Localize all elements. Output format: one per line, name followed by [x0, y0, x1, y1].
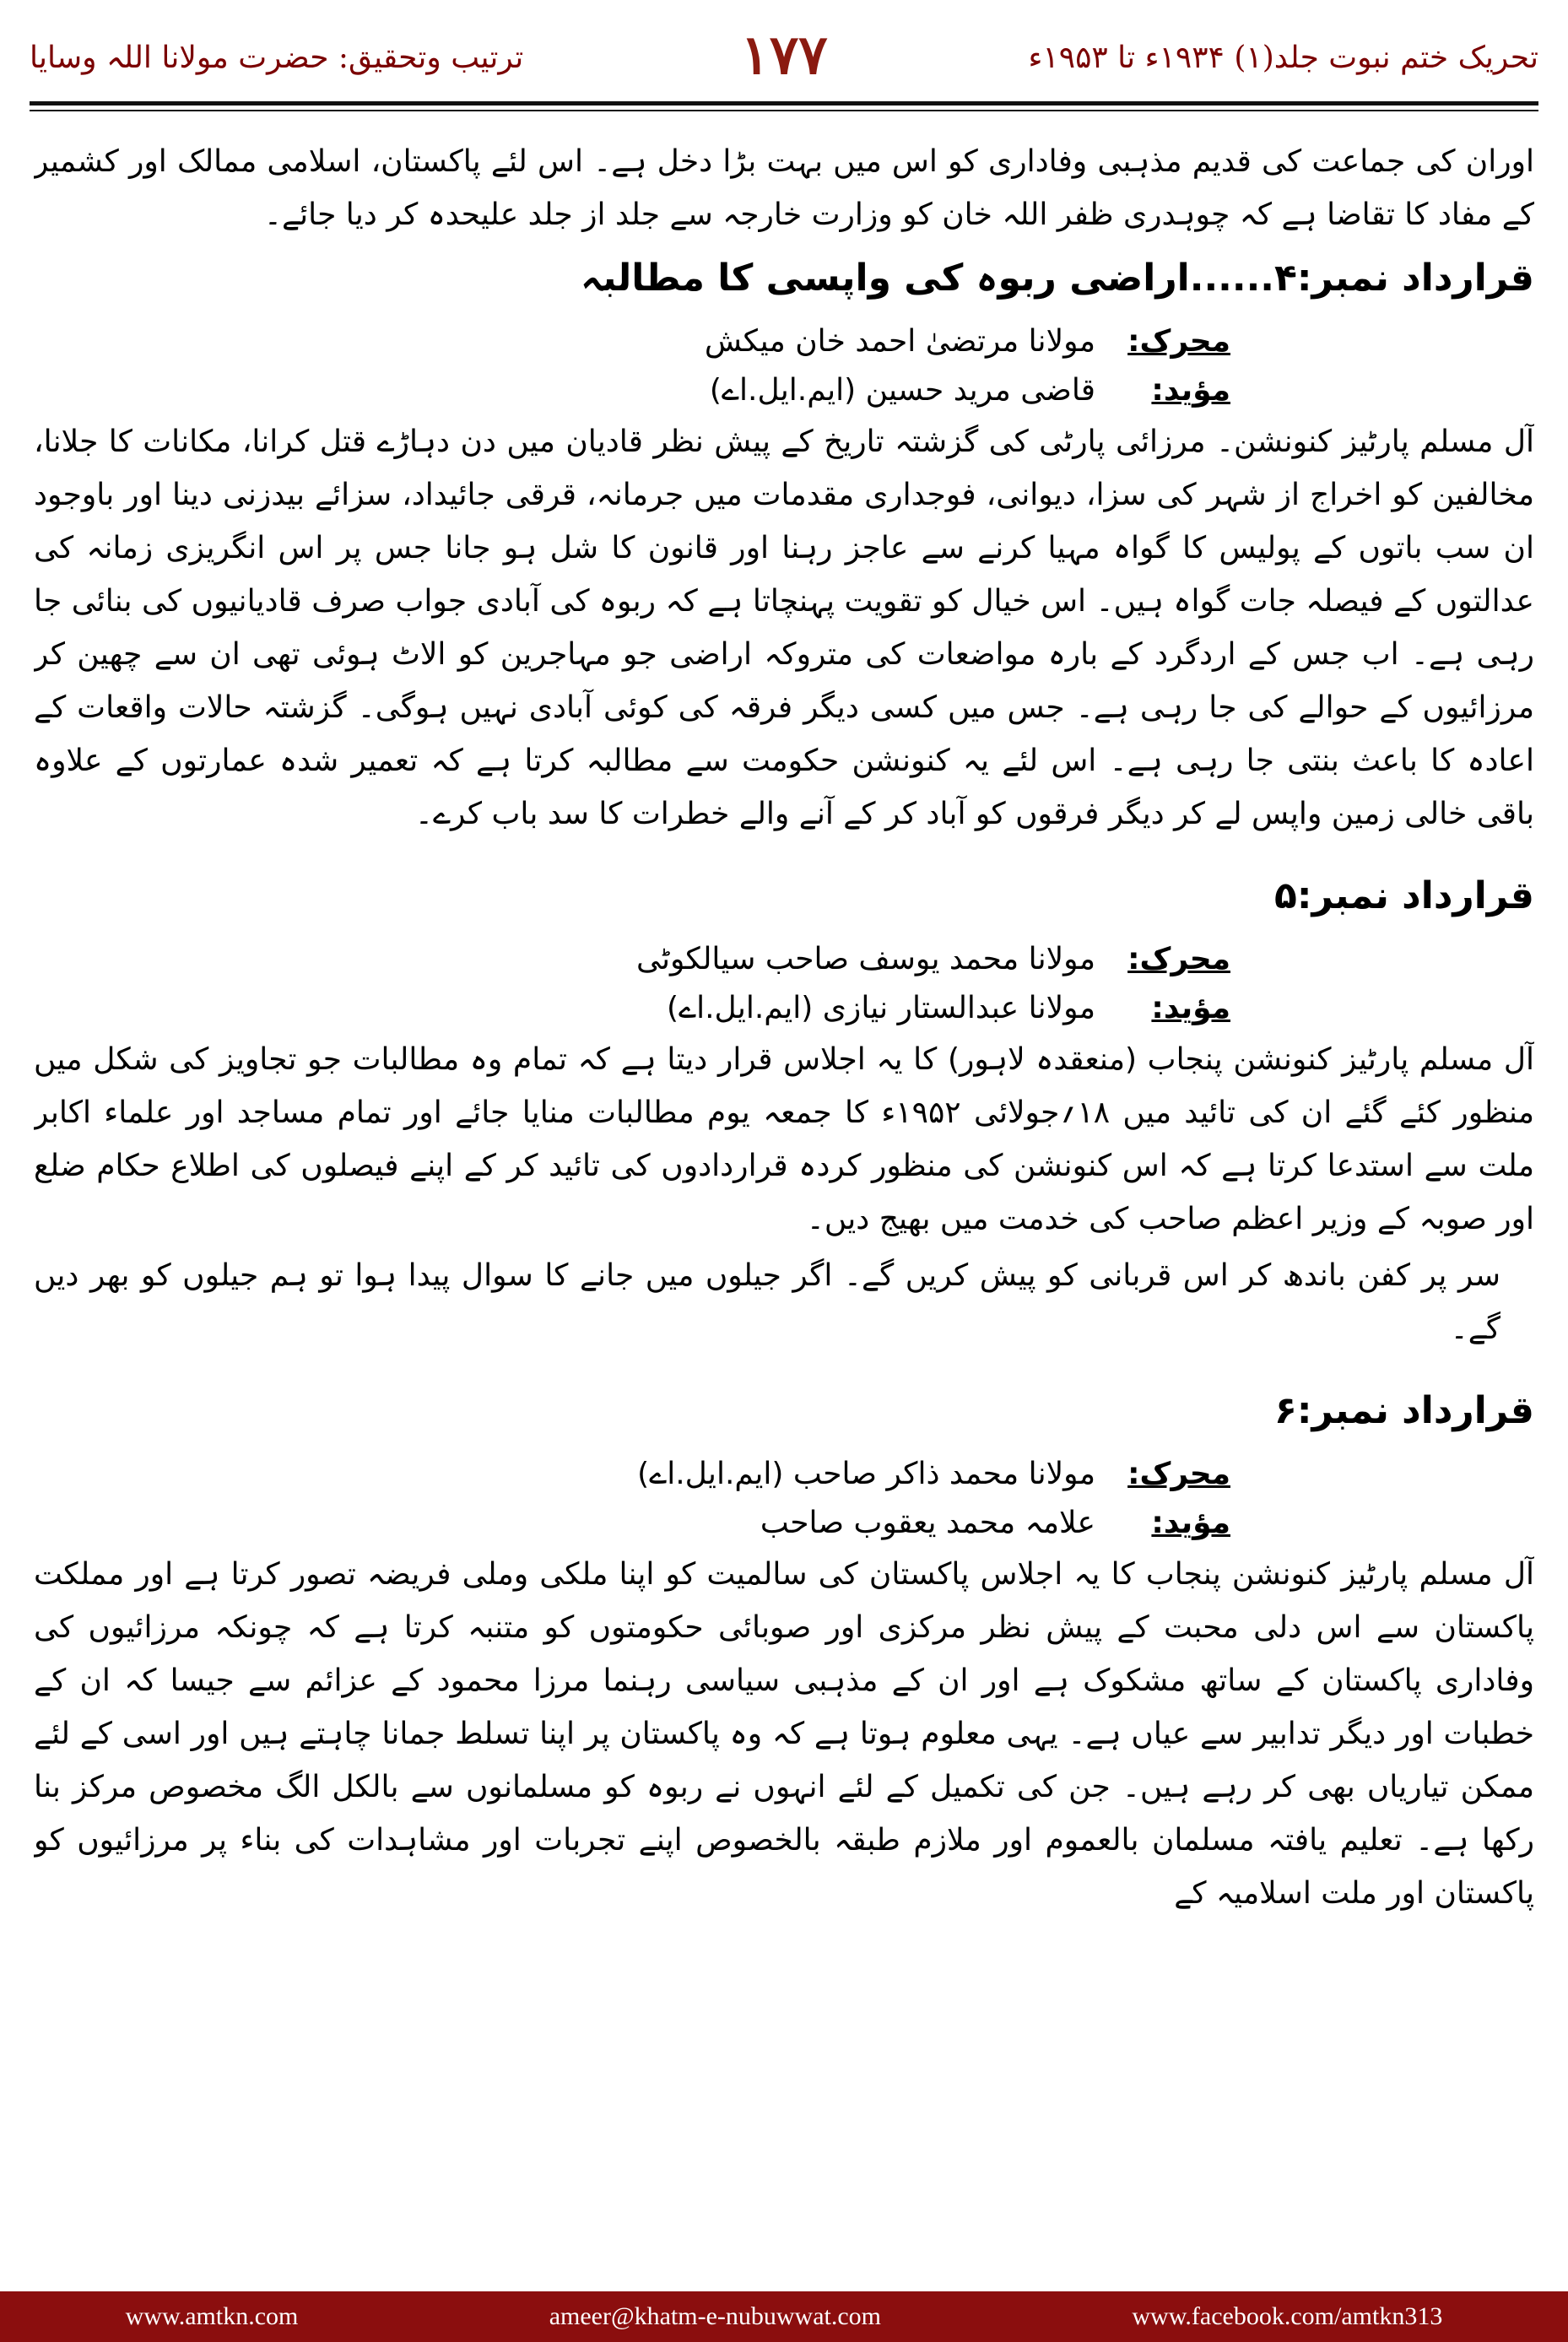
resolution-4-mover — [34, 317, 1534, 366]
resolution-5-seconder — [34, 984, 1534, 1033]
page-number: ۱۷۷ — [740, 24, 828, 87]
resolution-4-heading: قرارداد نمبر:۴......اراضی ربوہ کی واپسی کا مطالبہ — [581, 257, 1534, 300]
resolution-6-heading: قرارداد نمبر:۶ — [1274, 1389, 1534, 1432]
mover-label: محرک: — [1127, 942, 1230, 976]
header-compiler: ترتیب وتحقیق: حضرت مولانا اللہ وسایا — [30, 41, 524, 75]
seconder-label: مؤید: — [1151, 991, 1230, 1025]
mover-name: مولانا مرتضیٰ احمد خان میکش — [704, 324, 1095, 359]
page-header — [30, 19, 1538, 103]
page-footer — [0, 2291, 1568, 2342]
footer-facebook-link[interactable]: www.facebook.com/amtkn313 — [1132, 2302, 1443, 2330]
resolution-5-text-2: سر پر کفن باندھ کر اس قربانی کو پیش کریں گے۔ اگر جیلوں میں جانے کا سوال پیدا ہوا تو ہم جیلوں کو بھر دیں گے۔ — [34, 1258, 1500, 1346]
resolution-4-text: آل مسلم پارٹیز کنونشن۔ مرزائی پارٹی کی گزشتہ تاریخ کے پیش نظر قادیان میں دن دہاڑے قتل کرانا، مکانات کا جلانا، مخالفین کو اخراج از شہر کی سزا، دیوانی، فوجداری مقدمات میں جرمانہ، قرقی جائیداد، سزائے بیدزنی دینا اور باوجود ان سب باتوں کے پولیس کا گواہ مہیا کرنے سے عاجز رہنا اور قانون کا شل ہو جانا جس پر اس انگریزی زمانہ کی عدالتوں کے فیصلہ جات گواہ ہیں۔ اس خیال کو تقویت پہنچاتا ہے کہ ربوہ کی آبادی جواب صرف قادیانیوں کی بنائی جا رہی ہے۔ اب جس کے اردگرد کے بارہ مواضعات کی متروکہ اراضی جو مہاجرین کو الاٹ ہوئی تھی ان سے چھین کر مرزائیوں کے حوالے کی جا رہی ہے۔ جس میں کسی دیگر فرقہ کی کوئی آبادی نہیں ہوگی۔ گزشتہ حالات واقعات کے اعادہ کا باعث بنتی جا رہی ہے۔ اس لئے یہ کنونشن حکومت سے مطالبہ کرتا ہے کہ تعمیر شدہ عمارتوں کے علاوہ باقی خالی زمین واپس لے کر دیگر فرقوں کو آباد کر کے آنے والے خطرات کا سد باب کرے۔ — [34, 425, 1534, 831]
resolution-5-mover — [34, 935, 1534, 984]
resolution-6-mover — [34, 1450, 1534, 1499]
resolution-5-text: آل مسلم پارٹیز کنونشن پنجاب (منعقدہ لاہور) کا یہ اجلاس قرار دیتا ہے کہ تمام وہ مطالبات جو تجاویز کی شکل میں منظور کئے گئے ان کی تائید میں ۱۸؍جولائی ۱۹۵۲ء کا جمعہ یوم مطالبات منایا جائے اور تمام مساجد اور علماء اکابر ملت سے استدعا کرتا ہے کہ اس کنونشن کی منظور کردہ قراردادوں کی تائید کر کے اپنے فیصلوں کی اطلاع حکام ضلع اور صوبہ کے وزیر اعظم صاحب کی خدمت میں بھیج دیں۔ — [34, 1042, 1534, 1236]
header-divider-thin — [30, 110, 1538, 111]
seconder-name: مولانا عبدالستار نیازی (ایم.ایل.اے) — [666, 991, 1095, 1025]
resolution-6-seconder — [34, 1499, 1534, 1548]
resolution-6-text: آل مسلم پارٹیز کنونشن پنجاب کا یہ اجلاس پاکستان کی سالمیت کو اپنا ملکی وملی فریضہ تصور کرتا ہے اور مملکت پاکستان سے اس دلی محبت کے پیش نظر مرکزی اور صوبائی حکومتوں کو متنبہ کرتا ہے کہ چونکہ مرزائیوں کی وفاداری پاکستان کے ساتھ مشکوک ہے اور ان کے مذہبی سیاسی رہنما مرزا محمود کے عزائم سے جیسا کہ ان کے خطبات اور دیگر تدابیر سے عیاں ہے۔ یہی معلوم ہوتا ہے کہ وہ پاکستان پر اپنا تسلط جمانا چاہتے ہیں اور اسی کے لئے ممکن تیاریاں بھی کر رہے ہیں۔ جن کی تکمیل کے لئے انہوں نے ربوہ کو مسلمانوں سے بالکل الگ مخصوص مرکز بنا رکھا ہے۔ تعلیم یافتہ مسلمان بالعموم اور ملازم طبقہ بالخصوص اپنے تجربات اور مشاہدات کی بناء پر مرزائیوں کو پاکستان اور ملت اسلامیہ کے — [34, 1557, 1534, 1911]
seconder-label: مؤید: — [1151, 373, 1230, 408]
mover-label: محرک: — [1127, 1457, 1230, 1491]
seconder-name: علامہ محمد یعقوب صاحب — [760, 1506, 1095, 1540]
mover-name: مولانا محمد یوسف صاحب سیالکوٹی — [635, 942, 1095, 976]
mover-name: مولانا محمد ذاکر صاحب (ایم.ایل.اے) — [637, 1457, 1095, 1491]
footer-email-link[interactable]: ameer@khatm-e-nubuwwat.com — [549, 2302, 882, 2330]
seconder-name: قاضی مرید حسین (ایم.ایل.اے) — [709, 373, 1095, 408]
page-content — [34, 135, 1534, 2211]
header-book-title: تحریک ختم نبوت جلد(۱) ۱۹۳۴ء تا ۱۹۵۳ء — [1028, 41, 1538, 75]
mover-label: محرک: — [1127, 324, 1230, 359]
resolution-5-heading: قرارداد نمبر:۵ — [1274, 874, 1534, 917]
footer-website-link[interactable]: www.amtkn.com — [125, 2302, 299, 2330]
header-divider — [30, 101, 1538, 105]
resolution-4-seconder — [34, 366, 1534, 415]
seconder-label: مؤید: — [1151, 1506, 1230, 1540]
intro-paragraph: اوران کی جماعت کی قدیم مذہبی وفاداری کو اس میں بہت بڑا دخل ہے۔ اس لئے پاکستان، اسلامی ممالک اور کشمیر کے مفاد کا تقاضا ہے کہ چوہدری ظفر اللہ خان کو وزارت خارجہ سے جلد از جلد علیحدہ کر دیا جائے۔ — [34, 144, 1534, 232]
